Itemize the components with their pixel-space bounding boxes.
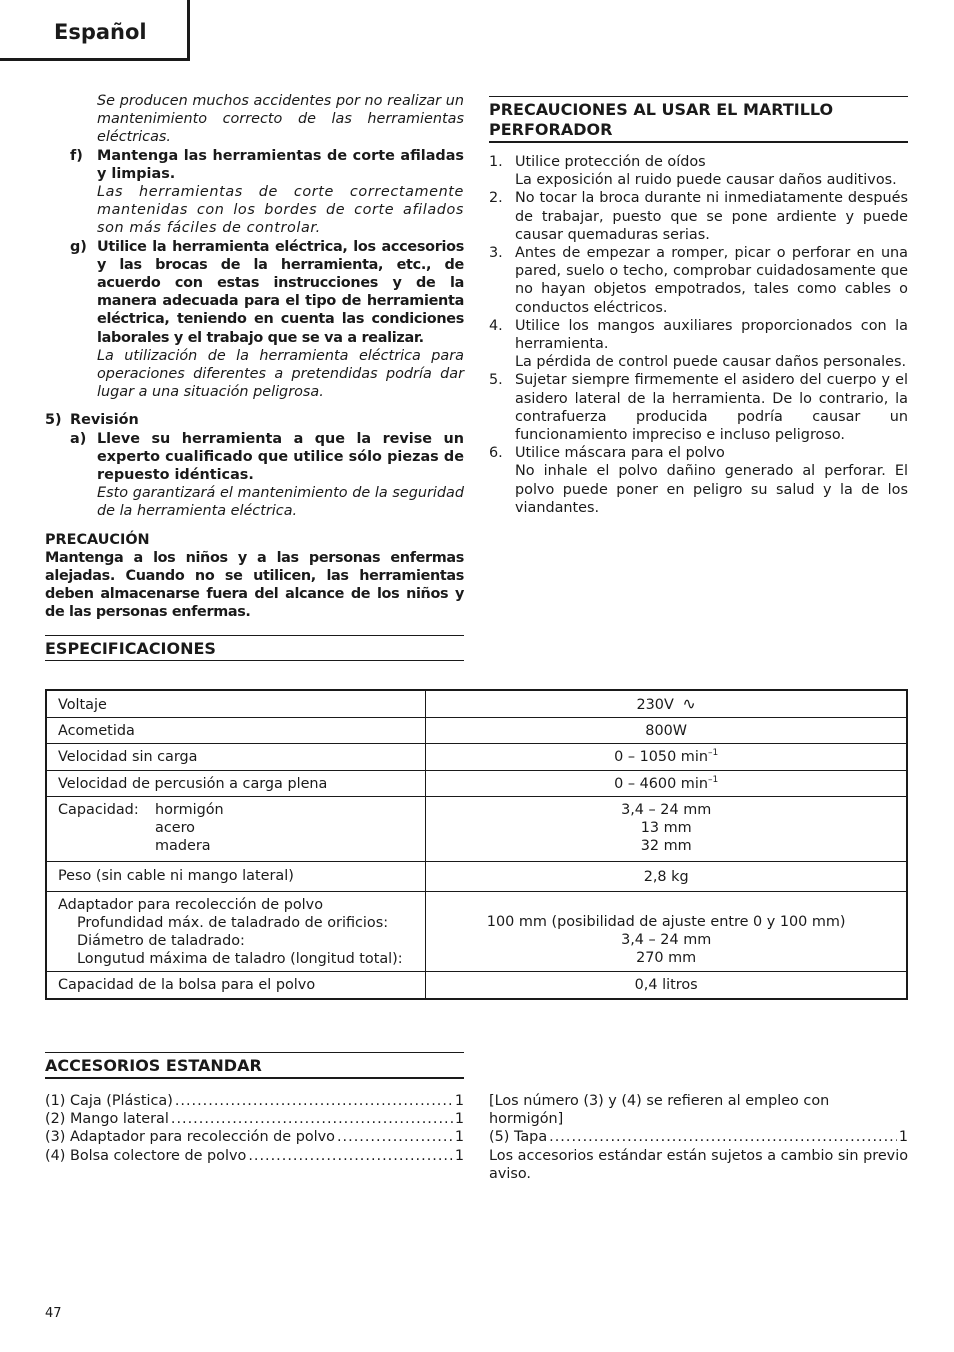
capacity-material: hormigón (155, 801, 224, 818)
change-note: Los accesorios estándar están sujetos a cambio sin previo aviso. (489, 1147, 908, 1182)
accessory-qty: 1 (454, 1129, 464, 1146)
specs-title: ESPECIFICACIONES (45, 635, 464, 661)
precaution-number: 6. (489, 445, 503, 462)
spec-value: 0 – 1050 min (614, 749, 708, 766)
spec-label: Velocidad sin carga (46, 744, 426, 770)
caution-title: PRECAUCIÓN (45, 531, 150, 548)
item-g-bold: Utilice la herramienta eléctrica, los accesorios y las brocas de la herramienta, etc., de acuerdo con estas instrucciones y de la manera adecuada para el tipo de herramienta eléctrica, teniendo en cuenta las condiciones laborales y el trabajo que se va a realizar. (97, 238, 464, 346)
item-5a-italic: Esto garantizará el mantenimiento de la seguridad de la herramienta eléctrica. (97, 485, 464, 520)
precaution-number: 3. (489, 245, 503, 262)
accessory-item (45, 1147, 464, 1165)
adapter-sublabel: Profundidad máx. de taladrado de orificios: (77, 914, 389, 931)
precaution-number: 5. (489, 372, 503, 389)
capacity-value: 32 mm (640, 838, 692, 855)
spec-row-no-load-speed (46, 744, 907, 770)
item-5a (45, 430, 464, 521)
spec-row-power (46, 718, 907, 744)
precaution-text: Sujetar siempre firmemente el asidero del cuerpo y el asidero lateral de la herramienta. De lo contrario, la contrafuerza producida podría causar un funcionamiento impreciso e incluso peligroso. (515, 372, 908, 444)
precaution-text: Utilice protección de oídos (515, 154, 706, 170)
spec-label: Acometida (46, 718, 426, 744)
precaution-item (489, 244, 908, 317)
accessory-item (45, 1128, 464, 1146)
precaution-number: 2. (489, 190, 503, 207)
item-g-label: g) (70, 238, 87, 255)
item-f-label: f) (70, 147, 83, 164)
item-f-italic: Las herramientas de corte correctamente mantenidas con los bordes de corte afilados son más fáciles de controlar. (97, 184, 464, 237)
spec-label: Peso (sin cable ni mango lateral) (46, 862, 426, 891)
spec-unit-exponent: –1 (707, 748, 719, 759)
spec-row-voltage (46, 690, 907, 718)
item-f (45, 147, 464, 238)
accessories-notes (489, 1092, 908, 1183)
spec-label: Velocidad de percusión a carga plena (46, 770, 426, 796)
precaution-item (489, 189, 908, 244)
language-tab (0, 0, 190, 61)
intro-italic: Se producen muchos accidentes por no realizar un mantenimiento correcto de las herramientas eléctricas. (97, 93, 464, 146)
precaution-item (489, 153, 908, 189)
precaution-item (489, 371, 908, 444)
caution-text: Mantenga a los niños y a las personas enfermas alejadas. Cuando no se utilicen, las herramientas deben almacenarse fuera del alcance de los niños y de las personas enfermas. (45, 549, 464, 621)
page-number: 47 (45, 1306, 62, 1321)
item-g (45, 238, 464, 402)
accessory-item (45, 1110, 464, 1128)
precaution-item (489, 317, 908, 372)
item-5a-bold: Lleve su herramienta a que la revise un experto cualificado que utilice sólo piezas de repuesto idénticas. (97, 430, 464, 484)
precaution-text: La exposición al ruido puede causar daños auditivos. (515, 172, 897, 189)
item-5a-label: a) (70, 430, 87, 447)
precaution-number: 1. (489, 154, 503, 170)
adapter-value: 3,4 – 24 mm (621, 932, 712, 949)
accessory-qty: 1 (454, 1093, 464, 1109)
precaution-text: No inhale el polvo dañino generado al perforar. El polvo puede poner en peligro su salud y la de los viandantes. (515, 463, 908, 516)
spec-row-dust-adapter (46, 891, 907, 972)
accessory-qty: 1 (454, 1147, 464, 1164)
spec-label: Voltaje (46, 690, 426, 718)
accessory-name: (1) Caja (Plástica) (45, 1093, 173, 1109)
adapter-value: 270 mm (636, 950, 697, 967)
precaution-text: Antes de empezar a romper, picar o perforar en una pared, suelo o techo, comprobar cuidadosamente que no hayan objetos empotrados, tales como cables o conductos eléctricos. (515, 245, 908, 316)
concrete-note: [Los número (3) y (4) se refieren al empleo con hormigón] (489, 1093, 830, 1128)
accessories-heading-block (45, 1052, 464, 1079)
spec-value: 230V (636, 697, 674, 713)
capacity-value: 13 mm (640, 820, 692, 837)
adapter-value: 100 mm (posibilidad de ajuste entre 0 y 100 mm) (486, 913, 846, 930)
precaution-item (489, 444, 908, 517)
accessory-qty: 1 (898, 1129, 908, 1146)
precaution-text: No tocar la broca durante ni inmediatamente después de trabajar, puesto que se pone ardiente y puede causar quemaduras serias. (515, 190, 908, 243)
adapter-sublabel: Diámetro de taladrado: (77, 933, 245, 950)
adapter-sublabel: Longutud máxima de taladro (longitud total): (77, 951, 403, 968)
accessory-qty: 1 (454, 1111, 464, 1128)
section-5-heading (45, 411, 464, 429)
language-label: Español (54, 20, 147, 44)
precaution-number: 4. (489, 317, 503, 334)
capacity-material: madera (155, 838, 211, 855)
capacity-material: acero (155, 820, 195, 837)
precaution-text: Utilice los mangos auxiliares proporcionados con la herramienta. (515, 317, 908, 353)
accessories-list (45, 1092, 464, 1165)
precaution-text: Utilice máscara para el polvo (515, 445, 725, 462)
accessory-item (489, 1128, 908, 1146)
accessory-name: (2) Mango lateral (45, 1111, 169, 1128)
specs-heading-block (45, 635, 464, 661)
accessories-title: ACCESORIOS ESTANDAR (45, 1052, 464, 1079)
spec-unit-exponent: –1 (707, 774, 719, 785)
section-5-label: 5) (45, 412, 62, 429)
accessory-name: (4) Bolsa colectore de polvo (45, 1147, 247, 1164)
spec-row-capacity (46, 796, 907, 862)
item-g-italic: La utilización de la herramienta eléctrica para operaciones diferentes a pretendidas podría dar lugar a una situación peligrosa. (97, 347, 464, 401)
spec-value: 800W (426, 718, 907, 744)
specs-table (45, 689, 908, 1000)
spec-value: 2,8 kg (426, 862, 907, 891)
spec-label: Adaptador para recolección de polvo (58, 896, 323, 913)
spec-row-impact-rate (46, 770, 907, 796)
precautions-list (489, 153, 908, 517)
spec-row-weight (46, 862, 907, 891)
accessory-item (45, 1092, 464, 1110)
accessory-name: (5) Tapa (489, 1129, 548, 1146)
section-5-title: Revisión (70, 412, 139, 429)
spec-row-bag-capacity (46, 972, 907, 999)
spec-value: 0 – 4600 min (614, 775, 708, 792)
spec-label: Capacidad de la bolsa para el polvo (46, 972, 426, 999)
capacity-value: 3,4 – 24 mm (621, 801, 712, 818)
precaution-text: La pérdida de control puede causar daños personales. (515, 354, 907, 371)
precautions-title: PRECAUCIONES AL USAR EL MARTILLO PERFORADOR (489, 96, 908, 143)
spec-value: 0,4 litros (426, 972, 907, 999)
right-column (489, 96, 908, 517)
ac-symbol-icon: ∿ (682, 694, 696, 713)
item-f-bold: Mantenga las herramientas de corte afiladas y limpias. (97, 147, 464, 182)
spec-label: Capacidad: (58, 801, 139, 818)
accessory-name: (3) Adaptador para recolección de polvo (45, 1129, 335, 1146)
left-column (45, 92, 464, 622)
